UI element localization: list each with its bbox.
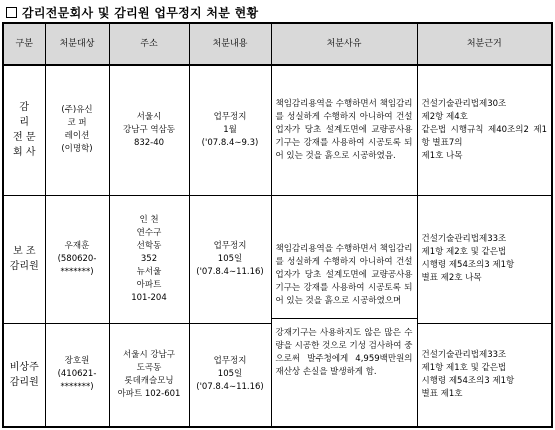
address-line: 뉴서울 — [136, 266, 162, 277]
target-cell — [45, 323, 109, 427]
target-line: 코 퍼 — [67, 118, 87, 129]
target-line: (410621- — [57, 369, 97, 380]
reason-cell — [271, 195, 417, 427]
address-line: 강남구 역삼동 — [123, 124, 175, 135]
category-cell — [3, 195, 45, 323]
basis-line: 제1항 제1호 및 같은법 — [421, 362, 507, 373]
address-line: 도곡동 — [136, 362, 162, 373]
address-line: 연수구 — [136, 227, 162, 238]
penalty-line: ('07.8.4∼9.3) — [201, 137, 259, 148]
basis-line: 같은법 시행규칙 제40조의2 제1항 별표7의 — [421, 124, 547, 148]
target-line: 장호원 — [64, 356, 90, 367]
table-row — [3, 195, 552, 323]
header-penalty: 처분내용 — [189, 23, 271, 65]
penalty-cell — [189, 65, 271, 195]
target-line: *******) — [60, 266, 94, 277]
address-line: 서울시 강남구 — [123, 349, 175, 360]
basis-line: 제1항 제2호 및 같은법 — [421, 247, 507, 257]
penalty-line: 업무정지 — [213, 356, 247, 367]
target-line: (580620- — [57, 253, 97, 264]
address-line: 101-204 — [131, 292, 167, 303]
address-line: 832-40 — [133, 137, 165, 148]
basis-cell — [417, 65, 552, 195]
reason-cell — [271, 65, 417, 195]
target-line: (주)유신 — [61, 105, 93, 116]
target-line: (이명학) — [61, 144, 93, 155]
category-cell — [3, 323, 45, 427]
basis-line: 제1호 나목 — [421, 150, 463, 161]
target-cell — [45, 65, 109, 195]
category-text: 보 조 감리원 — [9, 246, 39, 272]
reason-text: 책임감리용역을 수행하면서 책임감리를 성실하게 수행하지 아니하여 건설업자가 당초 설계도면에 교량공사용 기구는 강재를 사용하여 시공토록 되어 있는 것을 흙으로 시공하였으며 — [275, 243, 413, 306]
address-line: 롯데캐슬모닝 — [124, 375, 174, 386]
address-line: 인 천 — [139, 214, 159, 225]
target-line: 우재훈 — [64, 240, 90, 251]
reason-divider-gap — [272, 308, 417, 319]
category-text: 비상주 감리원 — [9, 361, 39, 388]
penalty-line: 업무정지 — [213, 240, 247, 251]
address-cell — [109, 195, 189, 323]
checkbox-icon — [6, 7, 17, 18]
category-cell — [3, 65, 45, 195]
basis-line: 건설기술관리법제30조 — [421, 98, 507, 109]
penalty-table — [2, 22, 553, 428]
header-target: 처분대상 — [45, 23, 109, 65]
basis-line: 건설기술관리법제33조 — [421, 234, 507, 244]
basis-line: 제2항 제4호 — [421, 111, 468, 122]
address-cell — [109, 323, 189, 427]
address-line: 352 — [140, 253, 158, 264]
header-reason: 처분사유 — [271, 23, 417, 65]
address-line: 선학동 — [136, 240, 162, 251]
reason-text: 책임감리용역을 수행하면서 책임감리를 성실하게 수행하지 아니하여 건설업자가 당초 설계도면에 교량공사용 기구는 강재를 사용하여 시공토록 되어 있는 것을 흙으로 시공하였음. — [275, 98, 413, 161]
penalty-line: 1월 — [223, 124, 237, 135]
penalty-line: 105일 — [217, 369, 243, 380]
basis-cell — [417, 195, 552, 323]
target-line: *******) — [60, 382, 94, 393]
target-cell — [45, 195, 109, 323]
basis-line: 시행령 제54조의3 제1항 — [421, 375, 515, 386]
address-cell — [109, 65, 189, 195]
penalty-line: 105일 — [217, 253, 243, 264]
address-line: 아파트 102-601 — [117, 388, 181, 399]
reason-text: 강재기구는 사용하지도 않은 많은 수량을 시공한 것으로 기성 검사하여 중으로써 발주청에게 4,959백만원의 재산상 손실을 발생하게 함. — [275, 327, 413, 377]
header-address: 주소 — [109, 23, 189, 65]
penalty-line: 업무정지 — [213, 111, 247, 122]
penalty-line: ('07.8.4∼11.16) — [196, 266, 264, 277]
target-line: 레이션 — [64, 131, 90, 142]
header-basis: 처분근거 — [417, 23, 552, 65]
penalty-cell — [189, 195, 271, 323]
table-row — [3, 65, 552, 195]
document-title-text: 감리전문회사 및 감리원 업무정지 처분 현황 — [22, 5, 259, 20]
basis-line: 별표 제2호 나목 — [421, 273, 482, 283]
basis-cell — [417, 323, 552, 427]
penalty-cell — [189, 323, 271, 427]
document-title — [6, 2, 258, 22]
category-text: 감 리 전 문 회 사 — [13, 102, 36, 159]
penalty-line: ('07.8.4∼11.16) — [196, 382, 264, 393]
basis-line: 시행령 제54조의3 제1항 — [421, 260, 515, 270]
basis-line: 건설기술관리법제33조 — [421, 349, 507, 360]
basis-line: 별표 제1호 — [421, 388, 463, 399]
address-line: 아파트 — [136, 279, 162, 290]
address-line: 서울시 — [136, 111, 162, 122]
table-header-row — [3, 23, 552, 65]
header-category: 구분 — [3, 23, 45, 65]
